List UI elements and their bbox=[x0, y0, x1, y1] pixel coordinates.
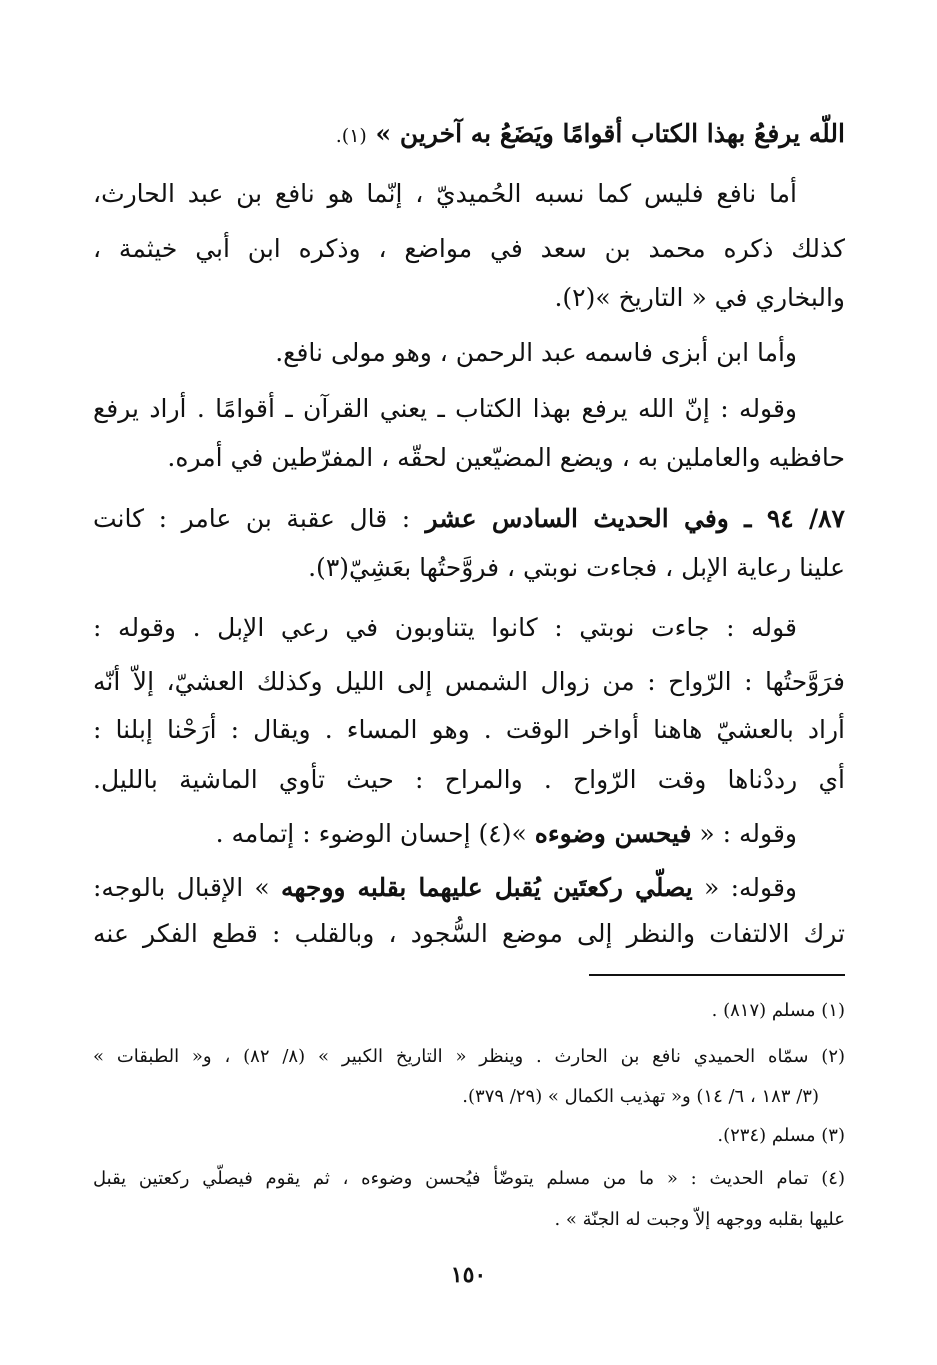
quote-bold: يصلّي ركعتَين يُقبل عليهما بقلبه ووجهه bbox=[280, 873, 693, 902]
body-text: فرَوَّحتُها : الرّواح : من زوال الشمس إلى الليل وكذلك العشيّ، إلاّ أنّه bbox=[93, 667, 845, 696]
body-text: : قال عقبة بن عامر : كانت bbox=[93, 504, 411, 533]
body-text: » الإقبال بالوجه: bbox=[93, 873, 281, 902]
body-text: وقوله : « bbox=[691, 819, 797, 848]
body-text: علينا رعاية الإبل ، فجاءت نوبتي ، فروَّحتُها بعَشِيّ(٣). bbox=[308, 553, 845, 582]
footnote-1: (١) مسلم (٨١٧) . bbox=[711, 1000, 845, 1021]
body-text: قوله : جاءت نوبتي : كانوا يتناوبون في رعي الإبل . وقوله : bbox=[93, 613, 797, 642]
footnote-4: (٤) تمام الحديث : « ما من مسلم يتوضّأ فيُحسن وضوءه ، ثم يقوم فيصلّي ركعتين يقبل bbox=[93, 1168, 845, 1189]
body-line-10 bbox=[93, 600, 797, 656]
body-text: ترك الالتفات والنظر إلى موضع السُّجود ، وبالقلب : قطع الفكر عنه bbox=[93, 919, 845, 948]
body-line-2 bbox=[93, 166, 797, 222]
body-line-1 bbox=[93, 106, 845, 164]
body-text: أما نافع فليس كما نسبه الحُميديّ ، إنّما هو نافع بن عبد الحارث، bbox=[93, 179, 797, 208]
quote-bold: فيحسن وضوءه bbox=[534, 819, 692, 848]
body-text: وقوله : إنّ الله يرفع بهذا الكتاب ـ يعني القرآن ـ أقوامًا . أراد يرفع bbox=[93, 394, 797, 423]
hadith-heading: ٨٧/ ٩٤ ـ وفي الحديث السادس عشر bbox=[410, 504, 845, 533]
footnote-ref: (١). bbox=[335, 125, 367, 147]
footnote-2-cont: (٣/ ١٨٣ ، ٦/ ١٤) و« تهذيب الكمال » (٢٩/ ٣٧٩). bbox=[462, 1086, 819, 1107]
body-line-16 bbox=[93, 906, 845, 962]
body-text: أراد بالعشيّ هاهنا أواخر الوقت . وهو المساء . ويقال : أرَحْنا إبلنا : bbox=[93, 715, 845, 744]
body-line-14 bbox=[93, 806, 797, 862]
body-text: والبخاري في « التاريخ »(٢). bbox=[554, 283, 845, 312]
body-text: كذلك ذكره محمد بن سعد في مواضع ، وذكره ابن أبي خيثمة ، bbox=[93, 234, 845, 263]
body-line-9 bbox=[93, 540, 845, 596]
footnote-divider bbox=[589, 974, 845, 976]
body-line-4 bbox=[93, 270, 845, 326]
body-line-3 bbox=[93, 221, 845, 277]
footnote-3: (٣) مسلم (٢٣٤). bbox=[717, 1125, 845, 1146]
body-text: وأما ابن أبزى فاسمه عبد الرحمن ، وهو مولى نافع. bbox=[275, 338, 797, 367]
body-line-8 bbox=[93, 491, 845, 547]
body-line-13 bbox=[93, 752, 845, 808]
body-text: »(٤) إحسان الوضوء : إتمامه . bbox=[215, 819, 535, 848]
hadith-quote-bold: اللّه يرفعُ بهذا الكتاب أقوامًا ويَضَعُ به آخرين » bbox=[366, 119, 845, 148]
body-line-12 bbox=[93, 702, 845, 758]
body-text: وقوله: « bbox=[692, 873, 797, 902]
body-text: أي رددْناها وقت الرّواح . والمراح : حيث تأوي الماشية بالليل. bbox=[93, 765, 845, 794]
body-line-6 bbox=[93, 381, 797, 437]
body-line-7 bbox=[93, 430, 845, 486]
body-line-5 bbox=[93, 325, 797, 381]
footnote-4-cont: عليها بقلبه ووجهه إلاّ وجبت له الجنّة » . bbox=[554, 1209, 845, 1230]
page-number: ١٥٠ bbox=[450, 1262, 487, 1288]
body-text: حافظيه والعاملين به ، ويضع المضيّعين لحقّه ، المفرّطين في أمره. bbox=[167, 443, 845, 472]
footnote-2: (٢) سمّاه الحميدي نافع بن الحارث . وينظر « التاريخ الكبير » (٨/ ٨٢) ، و« الطبقات » bbox=[93, 1046, 845, 1067]
